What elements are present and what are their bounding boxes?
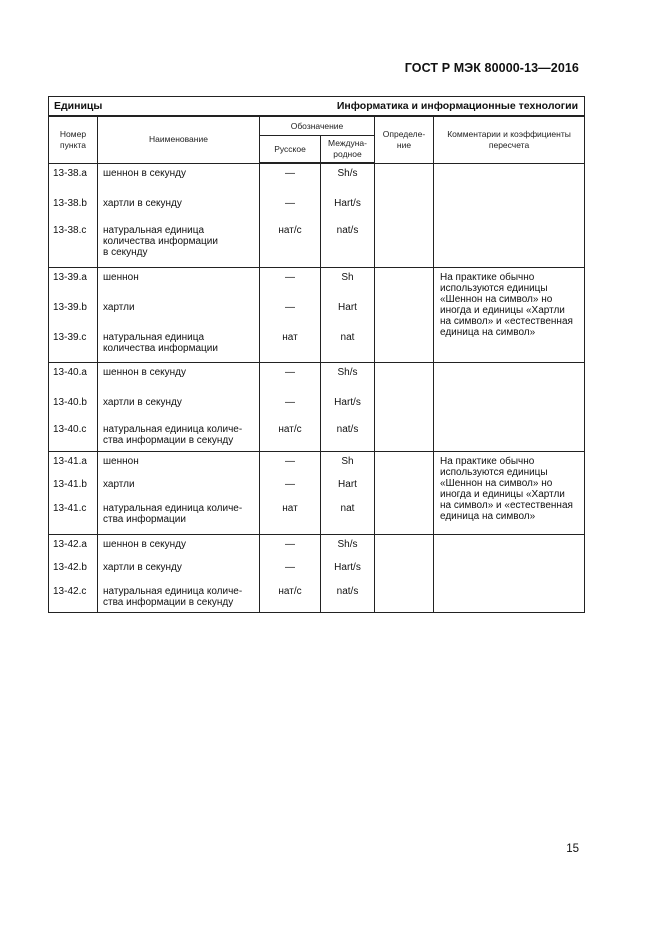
cell-intl <box>321 268 375 363</box>
comment-line: используются единицы <box>440 467 548 478</box>
cell-ru <box>260 535 321 613</box>
comment-line: На практике обычно <box>440 456 535 467</box>
designation-russian: — <box>285 367 295 378</box>
designation-russian: нат/с <box>278 424 302 435</box>
unit-name-line: хартли в секунду <box>103 197 182 209</box>
item-number: 13-39.c <box>53 332 87 343</box>
table-row-group <box>49 535 585 613</box>
item-number: 13-41.b <box>53 479 87 490</box>
section-title-units: Единицы <box>54 100 103 112</box>
unit-name-line: шеннон <box>103 456 139 467</box>
item-number: 13-38.a <box>53 167 87 179</box>
cell-def <box>375 452 434 535</box>
column-header-number: Номер пункта <box>49 116 98 163</box>
cell-ru <box>260 363 321 452</box>
cell-ru <box>260 268 321 363</box>
comment-line: «Шеннон на символ» но <box>440 294 553 305</box>
cell-comment <box>434 452 585 535</box>
table-row-group <box>49 268 585 363</box>
column-header-designation: Обозначение <box>260 116 375 136</box>
cell-name <box>98 268 260 363</box>
cell-ru <box>260 452 321 535</box>
comment-line: единица на символ» <box>440 511 536 522</box>
designation-international: Sh/s <box>337 539 358 550</box>
cell-intl <box>321 163 375 268</box>
unit-name-line: шеннон <box>103 272 139 283</box>
page-number: 15 <box>566 843 579 855</box>
designation-international: nat <box>340 503 355 514</box>
cell-num <box>49 163 98 268</box>
designation-international: Sh/s <box>337 367 358 378</box>
designation-russian: нат/с <box>278 586 302 597</box>
document-id: ГОСТ Р МЭК 80000-13—2016 <box>404 61 579 75</box>
designation-russian: — <box>285 562 295 573</box>
designation-international: Hart <box>338 479 357 490</box>
cell-comment <box>434 163 585 268</box>
unit-name-line: натуральная единица количе- <box>103 424 243 435</box>
item-number: 13-41.a <box>53 456 87 467</box>
item-number: 13-38.b <box>53 197 87 209</box>
unit-name-line: хартли <box>103 479 135 490</box>
cell-intl <box>321 363 375 452</box>
item-number: 13-38.c <box>53 224 87 236</box>
cell-intl <box>321 535 375 613</box>
designation-russian: — <box>285 397 295 408</box>
column-header-name: Наименование <box>98 116 260 163</box>
designation-international: Sh <box>341 272 354 283</box>
unit-name-line: ства информации <box>103 514 186 525</box>
cell-num <box>49 535 98 613</box>
cell-def <box>375 535 434 613</box>
designation-international: Hart/s <box>334 397 361 408</box>
cell-ru <box>260 163 321 268</box>
unit-name-line: шеннон в секунду <box>103 367 186 378</box>
cell-num <box>49 268 98 363</box>
designation-russian: — <box>285 168 295 179</box>
designation-russian: — <box>285 198 295 209</box>
cell-comment <box>434 363 585 452</box>
column-header-russian: Русское <box>260 136 321 164</box>
unit-name-line: натуральная единица <box>103 332 205 343</box>
section-bar <box>49 97 585 117</box>
cell-name <box>98 535 260 613</box>
designation-russian: — <box>285 302 295 313</box>
comment-line: иногда и единицы «Хартли <box>440 305 565 316</box>
item-number: 13-39.a <box>53 272 87 283</box>
designation-international: Hart/s <box>334 198 361 209</box>
item-number: 13-42.a <box>53 539 87 550</box>
unit-name-line: ства информации в секунду <box>103 597 234 608</box>
comment-line: используются единицы <box>440 283 548 294</box>
cell-name <box>98 163 260 268</box>
item-number: 13-41.c <box>53 503 87 514</box>
table-row-group <box>49 363 585 452</box>
designation-international: Hart <box>338 302 357 313</box>
cell-def <box>375 268 434 363</box>
cell-intl <box>321 452 375 535</box>
cell-name <box>98 363 260 452</box>
table-row-group <box>49 163 585 268</box>
item-number: 13-39.b <box>53 302 87 313</box>
cell-name <box>98 452 260 535</box>
designation-russian: — <box>285 456 295 467</box>
unit-name-line: натуральная единица количе- <box>103 586 243 597</box>
cell-num <box>49 363 98 452</box>
unit-name-line: шеннон в секунду <box>103 167 186 179</box>
designation-international: nat/s <box>336 225 359 236</box>
item-number: 13-40.c <box>53 424 87 435</box>
comment-line: «Шеннон на символ» но <box>440 478 553 489</box>
designation-russian: нат <box>282 332 298 343</box>
designation-russian: — <box>285 539 295 550</box>
designation-international: Sh <box>341 456 354 467</box>
table-row-group <box>49 452 585 535</box>
unit-name-line: хартли в секунду <box>103 397 182 408</box>
designation-russian: — <box>285 479 295 490</box>
comment-text <box>440 456 588 522</box>
comment-line: иногда и единицы «Хартли <box>440 489 565 500</box>
item-number: 13-42.b <box>53 562 87 573</box>
comment-line: единица на символ» <box>440 327 536 338</box>
comment-text <box>440 272 588 338</box>
unit-name-line: количества информации <box>103 235 218 247</box>
comment-line: На практике обычно <box>440 272 535 283</box>
column-header-international: Междуна- родное <box>321 136 375 164</box>
item-number: 13-42.c <box>53 586 87 597</box>
unit-name-line: натуральная единица <box>103 224 205 236</box>
unit-name-line: хартли в секунду <box>103 562 182 573</box>
cell-def <box>375 363 434 452</box>
item-number: 13-40.b <box>53 397 87 408</box>
comment-line: на символ» и «естественная <box>440 316 573 327</box>
unit-name-line: ства информации в секунду <box>103 435 234 446</box>
item-number: 13-40.a <box>53 367 87 378</box>
cell-num <box>49 452 98 535</box>
cell-comment <box>434 535 585 613</box>
units-table <box>48 96 585 613</box>
column-header-comments: Комментарии и коэффициенты пересчета <box>434 116 585 163</box>
cell-comment <box>434 268 585 363</box>
designation-russian: нат <box>282 503 298 514</box>
unit-name-line: количества информации <box>103 343 218 354</box>
cell-def <box>375 163 434 268</box>
unit-name-line: хартли <box>103 302 135 313</box>
designation-international: nat <box>340 332 355 343</box>
designation-international: nat/s <box>336 586 359 597</box>
designation-international: Sh/s <box>337 168 358 179</box>
unit-name-line: в секунду <box>103 246 148 258</box>
designation-russian: — <box>285 272 295 283</box>
designation-international: Hart/s <box>334 562 361 573</box>
designation-international: nat/s <box>336 424 359 435</box>
column-header-definition: Определе- ние <box>375 116 434 163</box>
comment-line: на символ» и «естественная <box>440 500 573 511</box>
unit-name-line: натуральная единица количе- <box>103 503 243 514</box>
unit-name-line: шеннон в секунду <box>103 539 186 550</box>
designation-russian: нат/с <box>278 225 302 236</box>
section-title-field: Информатика и информационные технологии <box>336 100 579 112</box>
